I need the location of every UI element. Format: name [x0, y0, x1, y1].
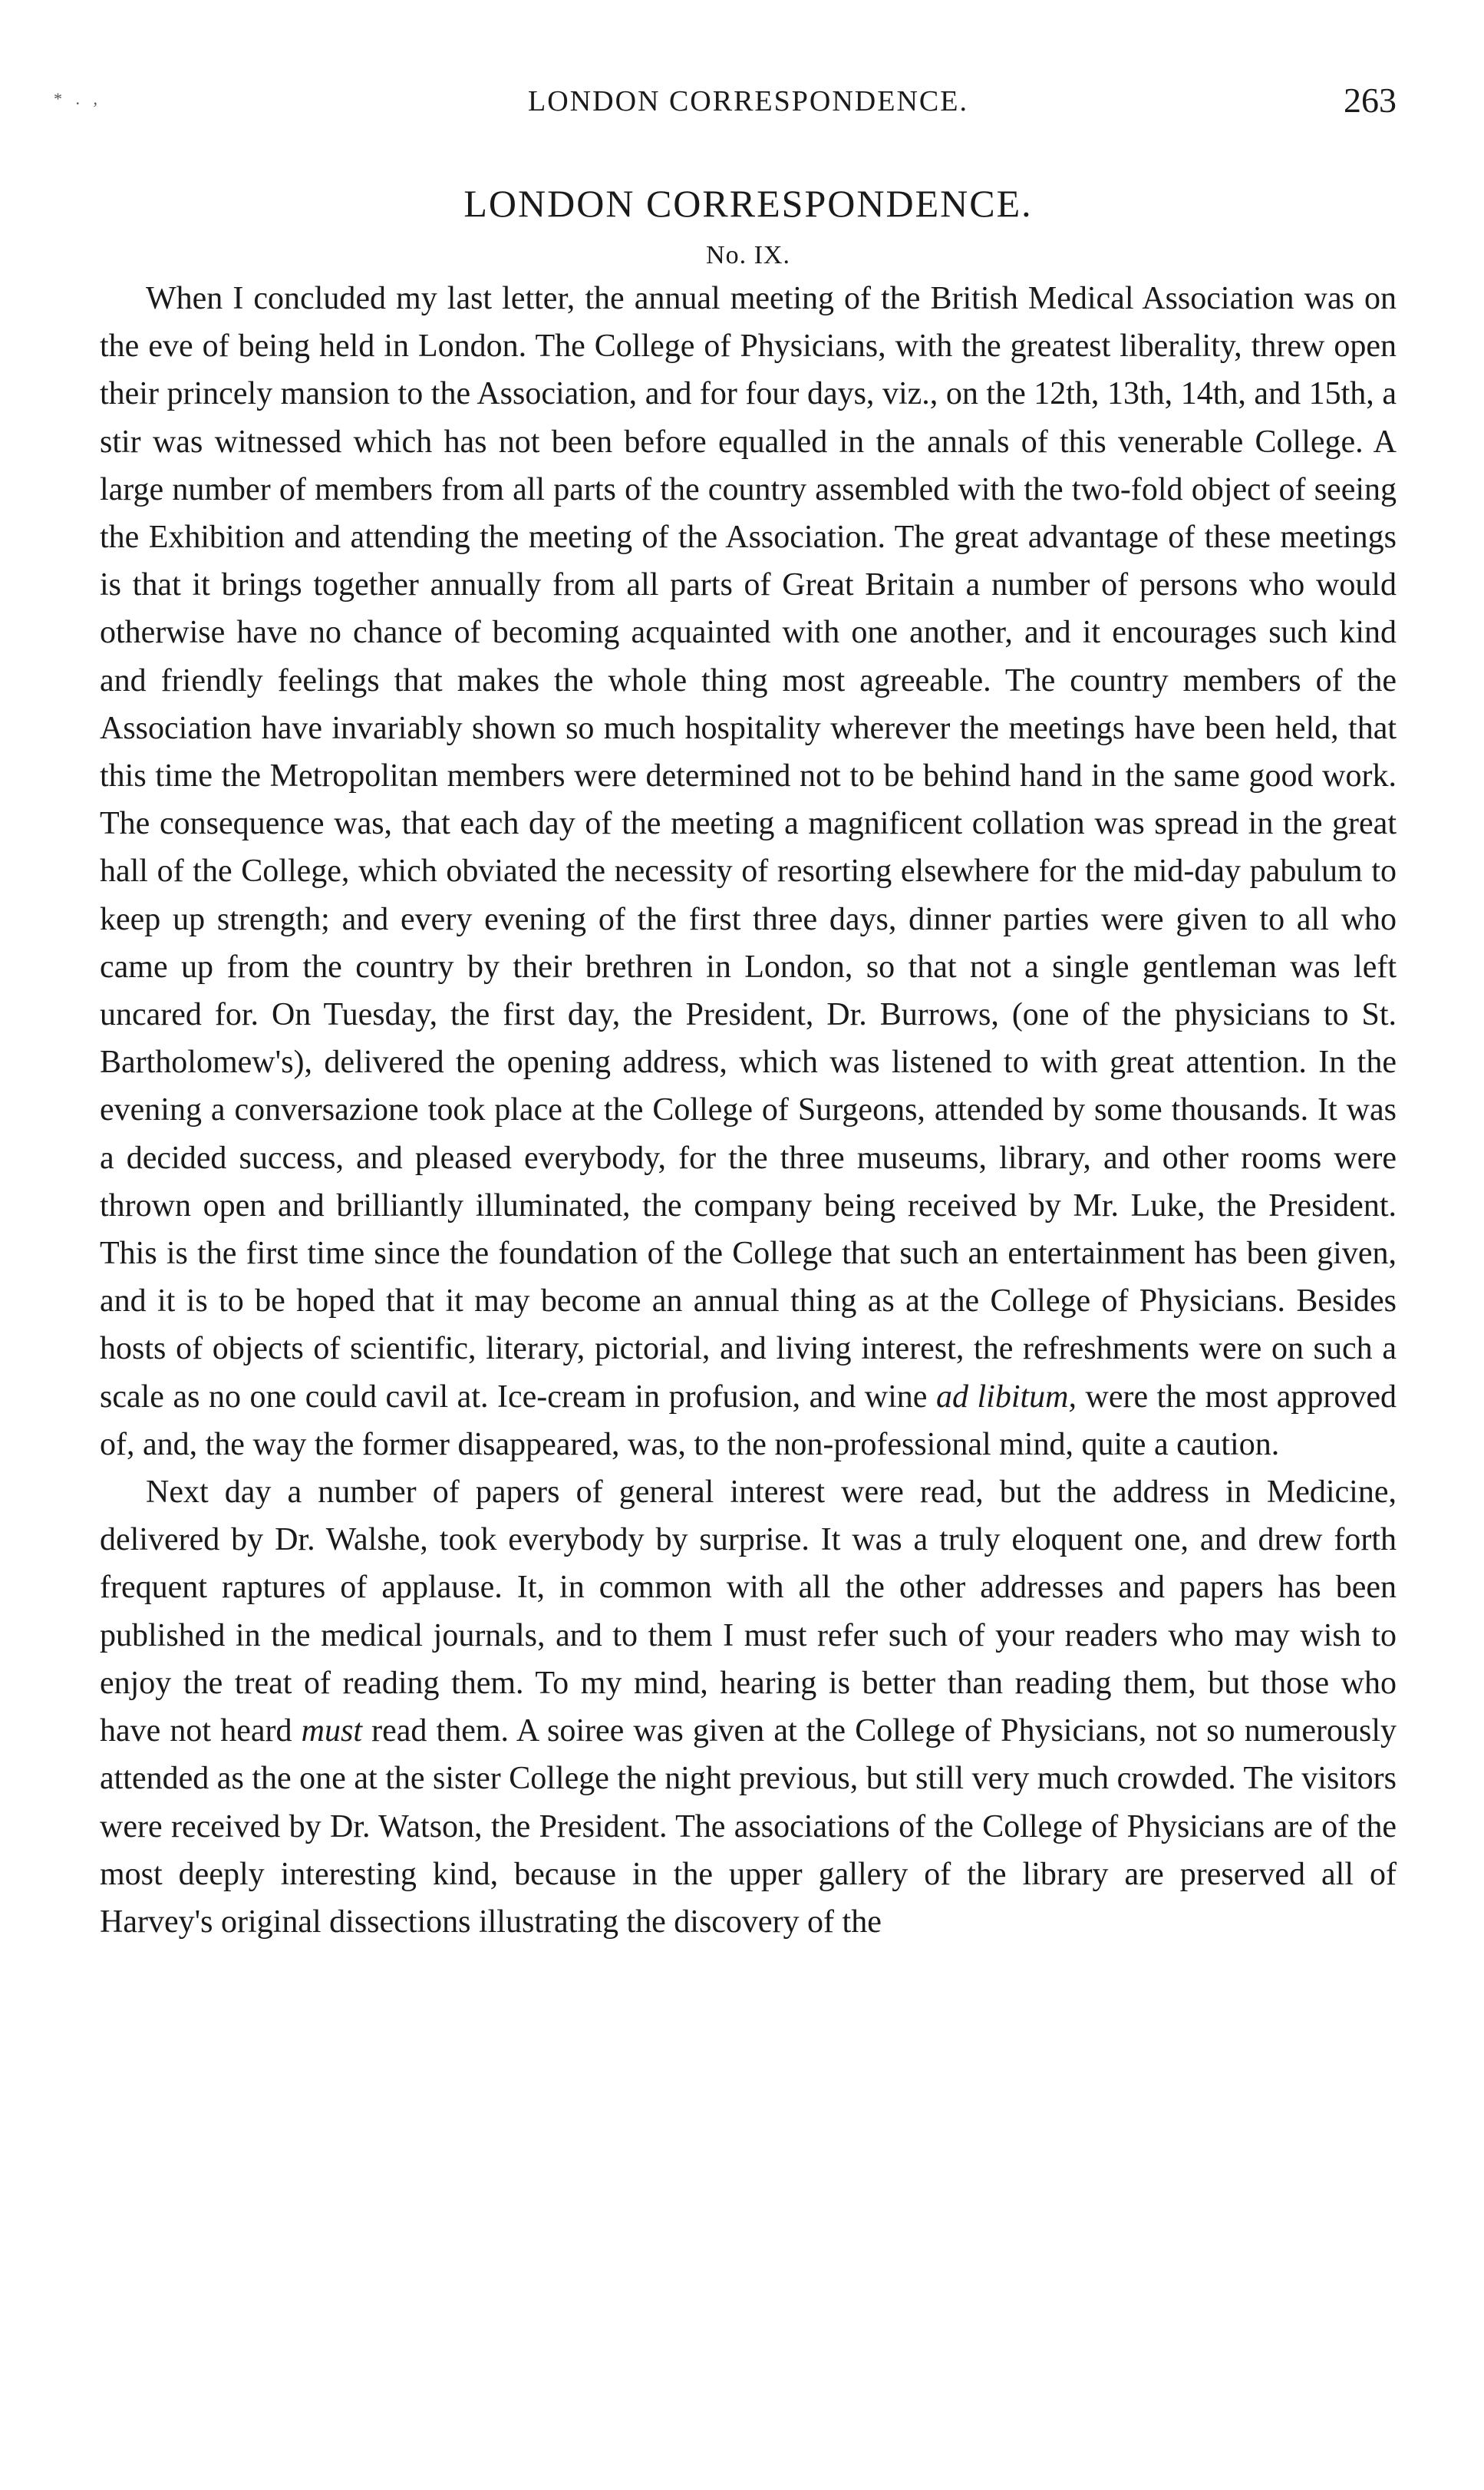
- paragraph-1-text-a: When I concluded my last letter, the annual meeting of the British Medical Association was on the eve of being held in London. The College of Physicians, with the greatest liberality, threw open their princely mansion to the Association, and for four days, viz., on the 12th, 13th, 14th, and 15th, a stir was witnessed which has not been before equalled in the annals of this venerable College. A large number of members from all parts of the country assembled with the two-fold object of seeing the Exhibition and attending the meeting of the Association. The great advantage of these meetings is that it brings together annually from all parts of Great Britain a number of persons who would otherwise have no chance of becoming acquainted with one another, and it encourages such kind and friendly feelings that makes the whole thing most agreeable. The country members of the Association have invariably shown so much hospitality wherever the meetings have been held, that this time the Metropolitan members were determined not to be behind hand in the same good work. The consequence was, that each day of the meeting a magnificent collation was spread in the great hall of the College, which obviated the necessity of resorting elsewhere for the mid-day pabulum to keep up strength; and every evening of the first three days, dinner parties were given to all who came up from the country by their brethren in London, so that not a single gentleman was left uncared for. On Tuesday, the first day, the President, Dr. Burrows, (one of the physicians to St. Bartholomew's), delivered the opening address, which was listened to with great attention. In the evening a conversazione took place at the College of Surgeons, attended by some thousands. It was a decided success, and pleased everybody, for the three museums, library, and other rooms were thrown open and brilliantly illuminated, the company being received by Mr. Luke, the President. This is the first time since the foundation of the College that such an entertainment has been given, and it is to be hoped that it may become an annual thing as at the College of Physicians. Besides hosts of objects of scientific, literary, pictorial, and living interest, the refreshments were on such a scale as no one could cavil at. Ice-cream in profusion, and wine: [100, 281, 1397, 1415]
- paragraph-1-italic: ad libitum,: [935, 1379, 1077, 1415]
- header-marks: * . ,: [54, 89, 102, 108]
- article-number: No. IX.: [706, 241, 790, 269]
- page-number: 263: [1344, 81, 1397, 120]
- paragraph-1-text-b: were the most approved of, and, the way the former disappeared, was, to the non-professional mind, quite a caution.: [100, 1379, 1397, 1462]
- paragraph-2-italic: must: [301, 1713, 362, 1749]
- article-title: LONDON CORRESPONDENCE.: [463, 182, 1033, 225]
- document-page: [54, 69, 1397, 1946]
- paragraph-2-text-a: Next day a number of papers of general interest were read, but the address in Medicine, delivered by Dr. Walshe, took everybody by surprise. It was a truly eloquent one, and drew forth frequent raptures of applause. It, in common with all the other addresses and papers has been published in the medical journals, and to them I must refer such of your readers who may wish to enjoy the treat of reading them. To my mind, hearing is better than reading them, but those who have not heard: [100, 1475, 1397, 1749]
- running-title: LONDON CORRESPONDENCE.: [528, 85, 968, 117]
- paragraph-2-text-b: read them. A soiree was given at the College of Physicians, not so numerously attended as the one at the sister College the night previous, but still very much crowded. The visitors were received by Dr. Watson, the President. The associations of the College of Physicians are of the most deeply interesting kind, because in the upper gallery of the library are preserved all of Harvey's original dissections illustrating the discovery of the: [100, 1713, 1397, 1940]
- paragraph-1: [100, 275, 1397, 1468]
- paragraph-2: [100, 1468, 1397, 1946]
- running-header: [54, 69, 1397, 123]
